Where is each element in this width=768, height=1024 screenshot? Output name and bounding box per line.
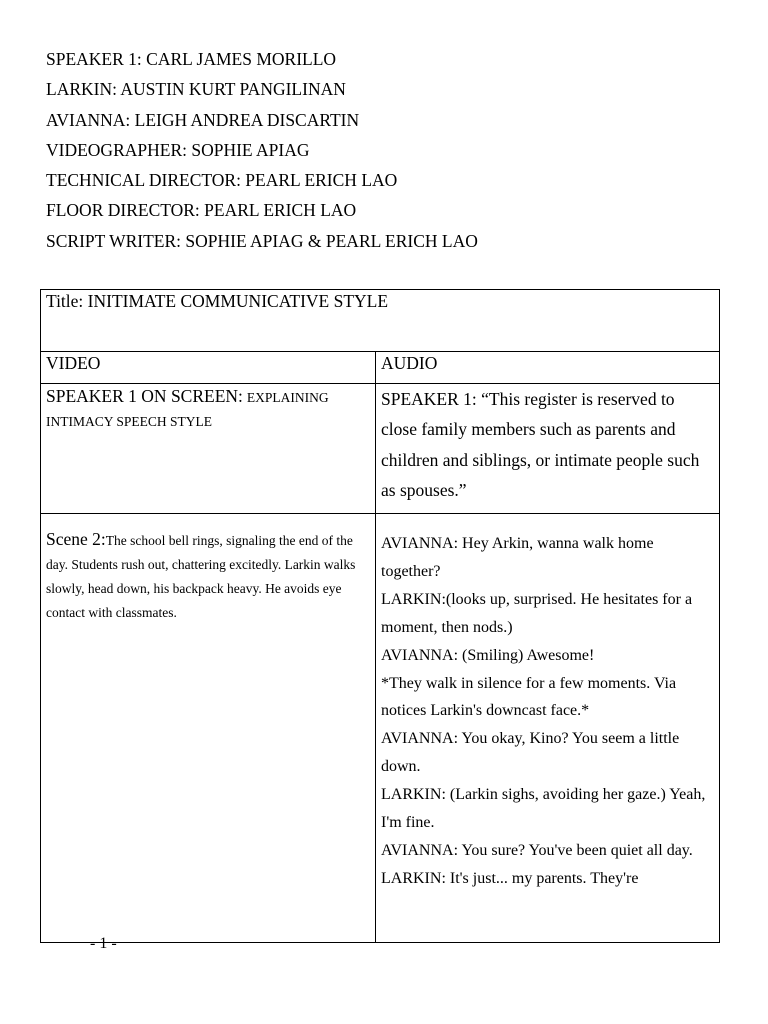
dialogue-line: AVIANNA: Hey Arkin, wanna walk home together? [381,535,654,580]
credit-avianna: AVIANNA: LEIGH ANDREA DISCARTIN [46,109,360,130]
video-cell [41,514,376,943]
dialogue-line: LARKIN: It's just... my parents. They're [381,869,639,887]
credit-floor-director: FLOOR DIRECTOR: PEARL ERICH LAO [46,200,357,221]
dialogue-line: AVIANNA: You sure? You've been quiet all day. [381,841,693,859]
dialogue-line: *They walk in silence for a few moments. Via notices Larkin's downcast face.* [381,674,677,720]
dialogue-line: AVIANNA: You okay, Kino? You seem a little down. [381,730,680,776]
dialogue-line: LARKIN: (Larkin sighs, avoiding her gaze.) Yeah, I'm fine. [381,786,706,832]
scene-lead: Scene 2: [46,529,106,549]
video-cue-text: EXPLAINING INTIMACY SPEECH STYLE [46,390,329,429]
video-cue-lead: SPEAKER 1 ON SCREEN: [46,386,243,406]
table-row [41,514,720,943]
table-row [41,384,720,514]
title-row [41,290,720,352]
credits-list [46,44,478,256]
credit-speaker-1: SPEAKER 1: CARL JAMES MORILLO [46,49,337,69]
credit-videographer: VIDEOGRAPHER: SOPHIE APIAG [46,139,310,160]
dialogue-line: AVIANNA: (Smiling) Awesome! [381,646,595,664]
audio-cell: SPEAKER 1: “This register is reserved to close family members such as parents and children and siblings, or intimate people such as spouses.” [376,384,720,514]
page-number: - 1 - [90,935,117,952]
video-cell [41,384,376,514]
credit-script-writer: SCRIPT WRITER: SOPHIE APIAG & PEARL ERICH LAO [46,230,478,251]
script-title: Title: INITIMATE COMMUNICATIVE STYLE [41,290,720,352]
audio-column-header: AUDIO [376,352,720,384]
video-column-header: VIDEO [41,352,376,384]
header-row [41,352,720,384]
credit-technical-director: TECHNICAL DIRECTOR: PEARL ERICH LAO [46,170,398,191]
audio-cell [376,514,720,943]
scene-description: The school bell rings, signaling the end of the day. Students rush out, chattering excitedly. Larkin walks slowly, head down, his backpack heavy. He avoids eye contact with classmates. [46,533,356,620]
credit-larkin: LARKIN: AUSTIN KURT PANGILINAN [46,79,346,100]
dialogue-line: LARKIN:(looks up, surprised. He hesitates for a moment, then nods.) [381,590,693,636]
script-table [40,289,720,943]
